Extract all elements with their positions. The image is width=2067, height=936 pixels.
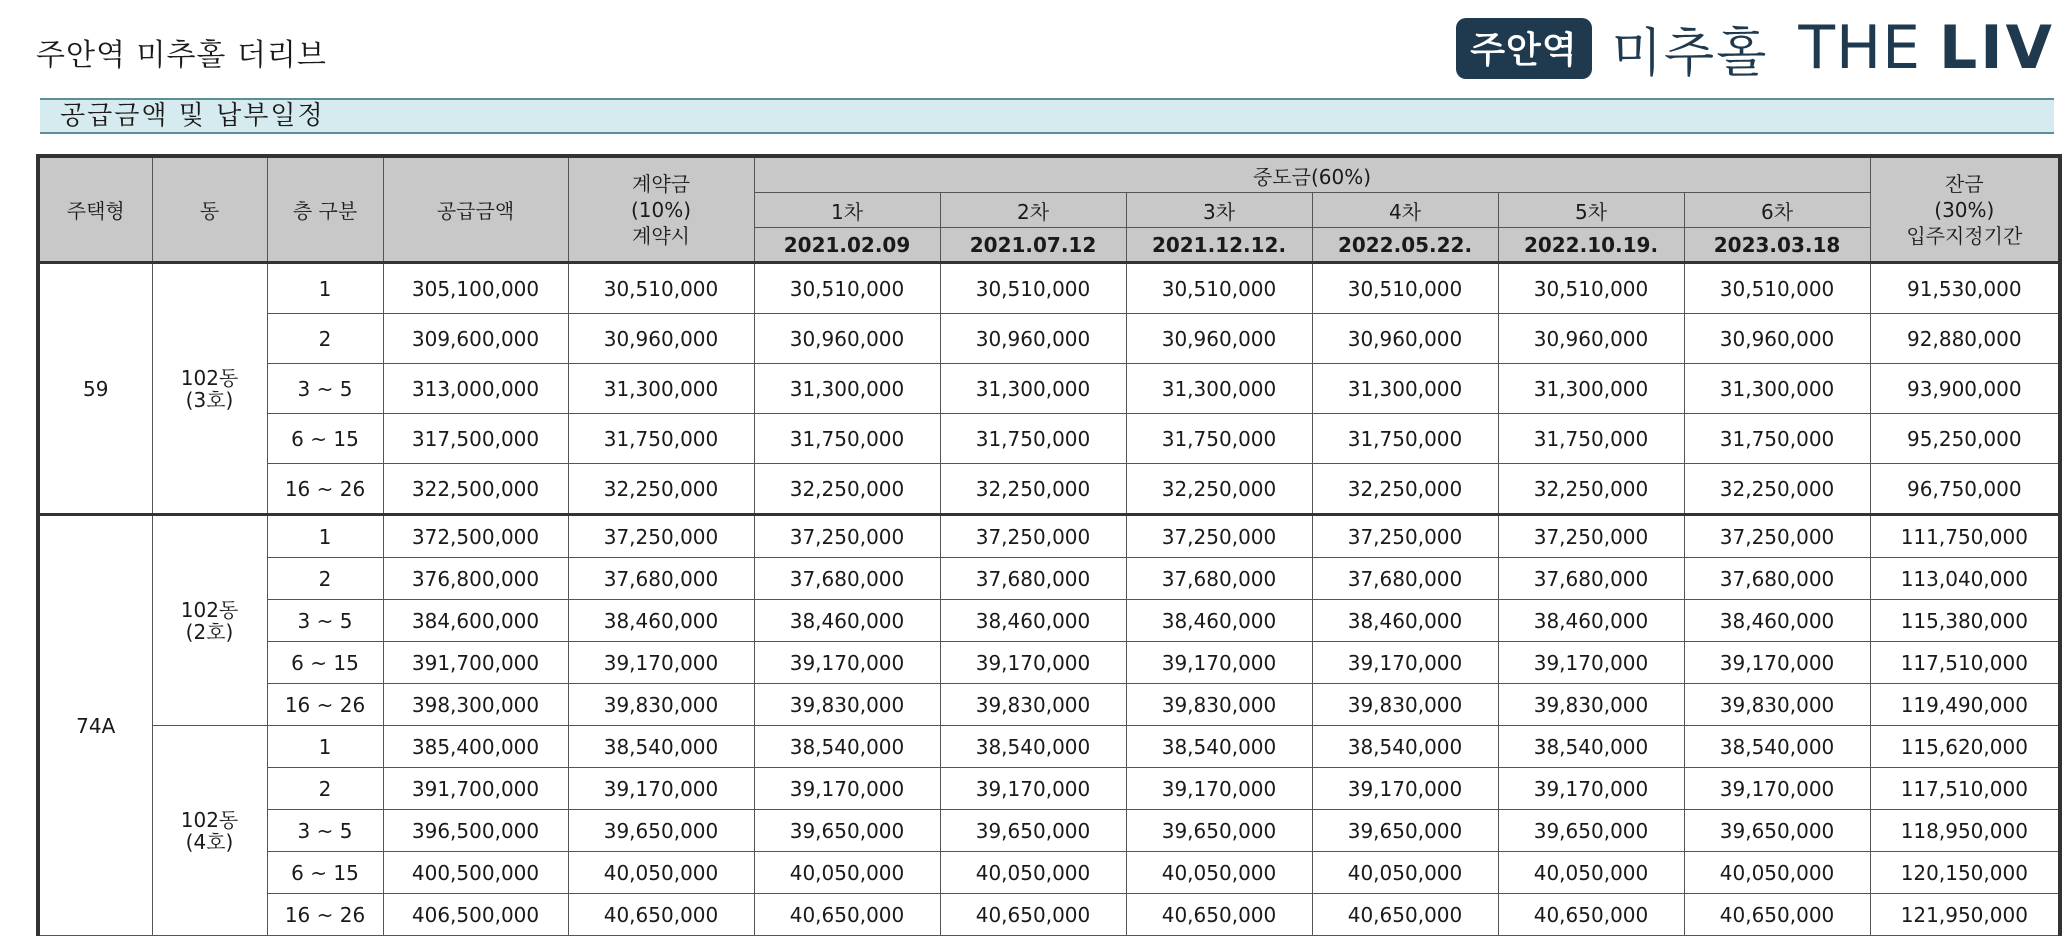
cell-balance: 95,250,000 — [1870, 414, 2060, 464]
header-deposit-line2: (10%) — [630, 197, 692, 222]
cell-middle: 40,050,000 — [1126, 852, 1312, 894]
cell-middle: 39,650,000 — [1498, 810, 1684, 852]
cell-middle: 40,050,000 — [940, 852, 1126, 894]
header-round: 2차 — [940, 193, 1126, 228]
cell-floor: 6 ~ 15 — [267, 852, 383, 894]
cell-floor: 1 — [267, 515, 383, 558]
cell-middle: 30,510,000 — [754, 263, 940, 314]
header-date: 2023.03.18 — [1684, 228, 1870, 263]
cell-middle: 38,460,000 — [1312, 600, 1498, 642]
cell-middle: 38,460,000 — [754, 600, 940, 642]
cell-balance: 117,510,000 — [1870, 768, 2060, 810]
cell-middle: 37,250,000 — [1684, 515, 1870, 558]
cell-middle: 30,510,000 — [1126, 263, 1312, 314]
cell-deposit: 38,540,000 — [568, 726, 754, 768]
cell-dong-line: (3호) — [185, 387, 234, 412]
cell-middle: 32,250,000 — [754, 464, 940, 515]
cell-middle: 30,510,000 — [1498, 263, 1684, 314]
cell-balance: 96,750,000 — [1870, 464, 2060, 515]
header-deposit-line1: 계약금 — [632, 171, 690, 196]
cell-middle: 39,650,000 — [1684, 810, 1870, 852]
cell-deposit: 30,510,000 — [568, 263, 754, 314]
cell-middle: 40,650,000 — [754, 894, 940, 936]
cell-floor: 16 ~ 26 — [267, 464, 383, 515]
cell-floor: 6 ~ 15 — [267, 642, 383, 684]
cell-balance: 111,750,000 — [1870, 515, 2060, 558]
cell-deposit: 37,250,000 — [568, 515, 754, 558]
cell-price: 372,500,000 — [383, 515, 568, 558]
cell-middle: 39,650,000 — [1312, 810, 1498, 852]
cell-middle: 39,170,000 — [1684, 642, 1870, 684]
cell-middle: 31,300,000 — [754, 364, 940, 414]
cell-price: 396,500,000 — [383, 810, 568, 852]
cell-floor: 2 — [267, 558, 383, 600]
cell-middle: 39,170,000 — [1498, 642, 1684, 684]
header-date: 2022.05.22. — [1312, 228, 1498, 263]
cell-middle: 30,510,000 — [1684, 263, 1870, 314]
cell-middle: 32,250,000 — [1684, 464, 1870, 515]
cell-middle: 37,680,000 — [940, 558, 1126, 600]
cell-floor: 3 ~ 5 — [267, 600, 383, 642]
header-balance-line1: 잔금 — [1944, 171, 1984, 196]
cell-dong-line: 102동 — [180, 597, 239, 622]
cell-middle: 37,680,000 — [1498, 558, 1684, 600]
cell-middle: 38,460,000 — [1684, 600, 1870, 642]
header-deposit — [568, 156, 754, 263]
payment-schedule-table — [36, 154, 2062, 936]
cell-middle: 31,300,000 — [940, 364, 1126, 414]
cell-deposit: 39,830,000 — [568, 684, 754, 726]
table-header — [38, 156, 2060, 263]
section-title: 공급금액 및 납부일정 — [60, 101, 325, 131]
header-middle: 중도금(60%) — [754, 156, 1870, 193]
cell-middle: 40,050,000 — [1312, 852, 1498, 894]
cell-middle: 37,680,000 — [1312, 558, 1498, 600]
cell-type: 59 — [38, 263, 152, 515]
payment-table-wrapper — [36, 154, 2058, 936]
cell-balance: 121,950,000 — [1870, 894, 2060, 936]
header-dong: 동 — [152, 156, 267, 263]
table-row — [38, 894, 2060, 936]
cell-middle: 31,750,000 — [1684, 414, 1870, 464]
cell-price: 384,600,000 — [383, 600, 568, 642]
cell-balance: 113,040,000 — [1870, 558, 2060, 600]
cell-floor: 16 ~ 26 — [267, 684, 383, 726]
logo-name: 미추홀 — [1611, 23, 1769, 84]
cell-middle: 40,650,000 — [1498, 894, 1684, 936]
cell-price: 385,400,000 — [383, 726, 568, 768]
cell-price: 322,500,000 — [383, 464, 568, 515]
cell-deposit: 31,300,000 — [568, 364, 754, 414]
cell-middle: 40,650,000 — [1684, 894, 1870, 936]
cell-balance: 117,510,000 — [1870, 642, 2060, 684]
cell-middle: 39,170,000 — [1312, 768, 1498, 810]
cell-middle: 39,830,000 — [754, 684, 940, 726]
cell-middle: 31,750,000 — [1126, 414, 1312, 464]
cell-dong — [152, 515, 267, 726]
table-group — [38, 515, 2060, 936]
cell-middle: 40,650,000 — [1126, 894, 1312, 936]
cell-middle: 31,300,000 — [1498, 364, 1684, 414]
cell-dong-line: 102동 — [180, 365, 239, 390]
cell-deposit: 39,170,000 — [568, 768, 754, 810]
page-title: 주안역 미추홀 더리브 — [36, 38, 327, 73]
cell-price: 391,700,000 — [383, 642, 568, 684]
table-row — [38, 768, 2060, 810]
table-row — [38, 600, 2060, 642]
logo-badge: 주안역 — [1456, 18, 1591, 79]
header-balance — [1870, 156, 2060, 263]
cell-dong — [152, 726, 267, 936]
header-date: 2021.07.12 — [940, 228, 1126, 263]
cell-deposit: 30,960,000 — [568, 314, 754, 364]
cell-middle: 39,170,000 — [1312, 642, 1498, 684]
cell-middle: 38,460,000 — [1498, 600, 1684, 642]
cell-middle: 40,050,000 — [1498, 852, 1684, 894]
cell-middle: 38,540,000 — [1312, 726, 1498, 768]
cell-middle: 39,170,000 — [1684, 768, 1870, 810]
cell-middle: 37,680,000 — [1684, 558, 1870, 600]
cell-price: 391,700,000 — [383, 768, 568, 810]
cell-deposit: 39,170,000 — [568, 642, 754, 684]
table-row — [38, 263, 2060, 314]
cell-middle: 30,960,000 — [1126, 314, 1312, 364]
header-round: 4차 — [1312, 193, 1498, 228]
cell-floor: 1 — [267, 726, 383, 768]
cell-balance: 120,150,000 — [1870, 852, 2060, 894]
cell-middle: 37,250,000 — [754, 515, 940, 558]
cell-middle: 31,750,000 — [1498, 414, 1684, 464]
cell-middle: 37,680,000 — [1126, 558, 1312, 600]
cell-middle: 37,680,000 — [754, 558, 940, 600]
cell-middle: 30,510,000 — [940, 263, 1126, 314]
cell-dong-line: 102동 — [180, 807, 239, 832]
header-balance-line3: 입주지정기간 — [1906, 223, 2023, 248]
logo-the: THE — [1798, 13, 1921, 83]
table-row — [38, 364, 2060, 414]
cell-middle: 38,540,000 — [1684, 726, 1870, 768]
cell-middle: 39,170,000 — [940, 768, 1126, 810]
cell-middle: 39,830,000 — [1312, 684, 1498, 726]
cell-middle: 38,460,000 — [1126, 600, 1312, 642]
cell-middle: 37,250,000 — [1312, 515, 1498, 558]
cell-middle: 30,960,000 — [1684, 314, 1870, 364]
cell-middle: 31,750,000 — [1312, 414, 1498, 464]
cell-middle: 39,170,000 — [754, 642, 940, 684]
cell-middle: 38,540,000 — [1498, 726, 1684, 768]
cell-dong-line: (4호) — [185, 829, 234, 854]
cell-price: 309,600,000 — [383, 314, 568, 364]
cell-middle: 39,170,000 — [1126, 768, 1312, 810]
cell-balance: 119,490,000 — [1870, 684, 2060, 726]
cell-middle: 38,540,000 — [1126, 726, 1312, 768]
header-balance-line2: (30%) — [1934, 197, 1995, 222]
cell-deposit: 32,250,000 — [568, 464, 754, 515]
header-round: 3차 — [1126, 193, 1312, 228]
cell-middle: 38,460,000 — [940, 600, 1126, 642]
cell-middle: 31,300,000 — [1684, 364, 1870, 414]
cell-price: 317,500,000 — [383, 414, 568, 464]
cell-middle: 40,650,000 — [940, 894, 1126, 936]
header-price: 공급금액 — [383, 156, 568, 263]
cell-middle: 39,830,000 — [1498, 684, 1684, 726]
cell-deposit: 39,650,000 — [568, 810, 754, 852]
cell-price: 400,500,000 — [383, 852, 568, 894]
cell-floor: 6 ~ 15 — [267, 414, 383, 464]
table-group — [38, 263, 2060, 515]
cell-price: 398,300,000 — [383, 684, 568, 726]
cell-middle: 39,650,000 — [754, 810, 940, 852]
cell-middle: 31,300,000 — [1312, 364, 1498, 414]
cell-deposit: 31,750,000 — [568, 414, 754, 464]
cell-middle: 30,960,000 — [1498, 314, 1684, 364]
cell-floor: 1 — [267, 263, 383, 314]
cell-middle: 39,170,000 — [1498, 768, 1684, 810]
brand-logo — [1456, 13, 2055, 84]
cell-price: 313,000,000 — [383, 364, 568, 414]
table-row — [38, 464, 2060, 515]
cell-middle: 30,960,000 — [754, 314, 940, 364]
cell-type: 74A — [38, 515, 152, 936]
cell-floor: 3 ~ 5 — [267, 810, 383, 852]
header-round: 5차 — [1498, 193, 1684, 228]
cell-deposit: 38,460,000 — [568, 600, 754, 642]
cell-middle: 32,250,000 — [940, 464, 1126, 515]
table-row — [38, 810, 2060, 852]
cell-middle: 31,750,000 — [754, 414, 940, 464]
cell-middle: 39,170,000 — [1126, 642, 1312, 684]
header-round: 1차 — [754, 193, 940, 228]
cell-balance: 115,620,000 — [1870, 726, 2060, 768]
header-type: 주택형 — [38, 156, 152, 263]
cell-middle: 32,250,000 — [1312, 464, 1498, 515]
cell-middle: 39,830,000 — [1684, 684, 1870, 726]
cell-middle: 31,300,000 — [1126, 364, 1312, 414]
table-row — [38, 684, 2060, 726]
table-row — [38, 852, 2060, 894]
cell-floor: 2 — [267, 314, 383, 364]
header-date: 2021.12.12. — [1126, 228, 1312, 263]
cell-price: 305,100,000 — [383, 263, 568, 314]
cell-balance: 115,380,000 — [1870, 600, 2060, 642]
cell-balance: 91,530,000 — [1870, 263, 2060, 314]
cell-middle: 30,960,000 — [940, 314, 1126, 364]
cell-balance: 92,880,000 — [1870, 314, 2060, 364]
cell-middle: 37,250,000 — [1126, 515, 1312, 558]
cell-middle: 30,510,000 — [1312, 263, 1498, 314]
table-row — [38, 558, 2060, 600]
section-header — [40, 98, 2054, 134]
cell-middle: 40,050,000 — [754, 852, 940, 894]
cell-middle: 39,650,000 — [940, 810, 1126, 852]
header-date: 2022.10.19. — [1498, 228, 1684, 263]
header-round: 6차 — [1684, 193, 1870, 228]
cell-deposit: 40,050,000 — [568, 852, 754, 894]
cell-floor: 16 ~ 26 — [267, 894, 383, 936]
cell-middle: 38,540,000 — [940, 726, 1126, 768]
cell-balance: 118,950,000 — [1870, 810, 2060, 852]
table-row — [38, 726, 2060, 768]
cell-price: 406,500,000 — [383, 894, 568, 936]
cell-middle: 30,960,000 — [1312, 314, 1498, 364]
cell-middle: 40,050,000 — [1684, 852, 1870, 894]
cell-middle: 32,250,000 — [1126, 464, 1312, 515]
cell-dong-line: (2호) — [185, 619, 234, 644]
cell-middle: 38,540,000 — [754, 726, 940, 768]
cell-middle: 37,250,000 — [1498, 515, 1684, 558]
cell-middle: 39,170,000 — [754, 768, 940, 810]
cell-deposit: 37,680,000 — [568, 558, 754, 600]
table-row — [38, 414, 2060, 464]
header-floor: 층 구분 — [267, 156, 383, 263]
table-row — [38, 314, 2060, 364]
cell-middle: 37,250,000 — [940, 515, 1126, 558]
cell-middle: 40,650,000 — [1312, 894, 1498, 936]
logo-liv: LIV — [1939, 13, 2055, 83]
cell-floor: 3 ~ 5 — [267, 364, 383, 414]
cell-middle: 39,830,000 — [1126, 684, 1312, 726]
cell-middle: 32,250,000 — [1498, 464, 1684, 515]
cell-deposit: 40,650,000 — [568, 894, 754, 936]
header-date: 2021.02.09 — [754, 228, 940, 263]
cell-middle: 39,170,000 — [940, 642, 1126, 684]
cell-dong — [152, 263, 267, 515]
cell-middle: 39,650,000 — [1126, 810, 1312, 852]
cell-price: 376,800,000 — [383, 558, 568, 600]
cell-middle: 39,830,000 — [940, 684, 1126, 726]
cell-balance: 93,900,000 — [1870, 364, 2060, 414]
table-row — [38, 642, 2060, 684]
cell-middle: 31,750,000 — [940, 414, 1126, 464]
header-deposit-line3: 계약시 — [632, 223, 690, 248]
table-row — [38, 515, 2060, 558]
cell-floor: 2 — [267, 768, 383, 810]
